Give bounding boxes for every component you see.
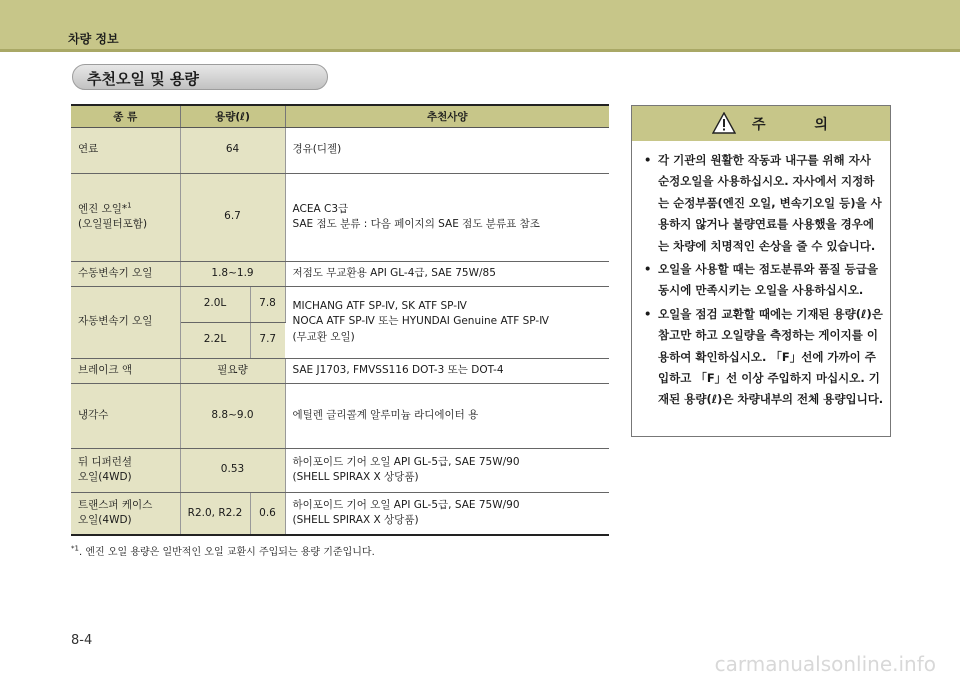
cell-capacity: 필요량 <box>180 358 285 383</box>
cell-variant: 2.2L <box>180 322 250 358</box>
table-row-transfer-case <box>71 492 609 535</box>
category-text: 엔진 오일* <box>78 202 128 215</box>
cell-recommendation: SAE J1703, FMVSS116 DOT-3 또는 DOT-4 <box>285 358 609 383</box>
footnote-text: . 엔진 오일 용량은 일반적인 오일 교환시 주입되는 용량 기준입니다. <box>78 547 375 558</box>
cell-recommendation: 경유(디젤) <box>285 127 609 173</box>
category-subtext: 오일(4WD) <box>78 514 132 527</box>
cell-capacity: 1.8~1.9 <box>180 261 285 286</box>
footnote-mark: *1 <box>71 544 79 553</box>
page-title-pill <box>72 64 328 90</box>
category-subtext: (오일필터포함) <box>78 218 148 230</box>
cell-category <box>71 173 180 261</box>
oil-spec-table <box>71 104 609 536</box>
footnote-mark: 1 <box>127 201 132 210</box>
watermark: carmanualsonline.info <box>714 652 936 676</box>
header-bar <box>0 0 960 52</box>
table-row-coolant <box>71 383 609 448</box>
cell-capacity: 7.8 <box>250 286 285 322</box>
cell-recommendation <box>285 286 609 358</box>
cell-category: 연료 <box>71 127 180 173</box>
footnote <box>71 543 375 558</box>
cell-capacity: 64 <box>180 127 285 173</box>
cell-category: 브레이크 액 <box>71 358 180 383</box>
rec-line: ACEA C3급 <box>292 202 349 215</box>
category-subtext: 오일(4WD) <box>78 471 132 483</box>
table-row-rear-differential <box>71 448 609 492</box>
table-row-auto-transmission <box>71 286 609 322</box>
cell-category: 냉각수 <box>71 383 180 448</box>
header-category: 종 류 <box>71 105 180 127</box>
cell-capacity: 7.7 <box>250 322 285 358</box>
cell-category: 자동변속기 오일 <box>71 286 180 358</box>
warning-icon <box>712 112 736 134</box>
table-row-engine-oil <box>71 173 609 261</box>
cell-category: 수동변속기 오일 <box>71 261 180 286</box>
table-header-row <box>71 105 609 127</box>
category-text: 트랜스퍼 케이스 <box>78 499 153 512</box>
rec-line: SAE 점도 분류 : 다음 페이지의 SAE 점도 분류표 참조 <box>292 218 540 230</box>
cell-recommendation: 에틸렌 글리콜계 알루미늄 라디에이터 용 <box>285 383 609 448</box>
cell-category <box>71 492 180 535</box>
caution-item: • 오일을 점검 교환할 때에는 기재된 용량(ℓ)은 참고만 하고 오일량을 측정하는 게이지를 이용하여 확인하십시오. 「F」선에 가까이 주입하고 「F」선 이상 주입하지 마십시오. 기재된 용량(ℓ)은 차량내부의 전체 용량입니다. <box>644 304 884 411</box>
caution-list <box>644 150 884 413</box>
caution-title: 주 의 <box>752 117 850 133</box>
rec-line: NOCA ATF SP-Ⅳ 또는 HYUNDAI Genuine ATF SP-Ⅳ <box>292 315 549 328</box>
cell-recommendation <box>285 448 609 492</box>
rec-line: (SHELL SPIRAX X 상당품) <box>292 514 419 527</box>
rec-line: MICHANG ATF SP-Ⅳ, SK ATF SP-Ⅳ <box>292 300 467 313</box>
header-capacity: 용량(ℓ) <box>180 105 285 127</box>
table-row-fuel <box>71 127 609 173</box>
table-row-brake <box>71 358 609 383</box>
cell-variant: 2.0L <box>180 286 250 322</box>
cell-recommendation: 저점도 무교환용 API GL-4급, SAE 75W/85 <box>285 261 609 286</box>
header-recommendation: 추천사양 <box>285 105 609 127</box>
cell-recommendation <box>285 492 609 535</box>
page-title: 추천오일 및 용량 <box>87 70 199 88</box>
rec-line: (SHELL SPIRAX X 상당품) <box>292 471 419 483</box>
cell-capacity: 0.53 <box>180 448 285 492</box>
cell-recommendation <box>285 173 609 261</box>
section-label: 차량 정보 <box>68 32 119 46</box>
caution-header <box>632 106 890 141</box>
cell-category <box>71 448 180 492</box>
cell-capacity: 6.7 <box>180 173 285 261</box>
page-number: 8-4 <box>71 633 93 648</box>
cell-variant: R2.0, R2.2 <box>180 492 250 535</box>
rec-line: 하이포이드 기어 오일 API GL-5급, SAE 75W/90 <box>292 499 520 512</box>
caution-box <box>631 105 891 437</box>
cell-capacity: 8.8~9.0 <box>180 383 285 448</box>
caution-item: • 오일을 사용할 때는 점도분류와 품질 등급을 동시에 만족시키는 오일을 사용하십시오. <box>644 259 884 302</box>
rec-line: (무교환 오일) <box>292 330 355 343</box>
rec-line: 하이포이드 기어 오일 API GL-5급, SAE 75W/90 <box>292 455 520 468</box>
table-row-manual-transmission <box>71 261 609 286</box>
caution-item: • 각 기관의 원활한 작동과 내구를 위해 자사 순정오일을 사용하십시오. 자사에서 지정하는 순정부품(엔진 오일, 변속기오일 등)을 사용하지 않거나 불량연료를 사용했을 경우에는 차량에 치명적인 손상을 줄 수 있습니다. <box>644 150 884 257</box>
cell-capacity: 0.6 <box>250 492 285 535</box>
category-text: 뒤 디퍼런셜 <box>78 455 133 468</box>
